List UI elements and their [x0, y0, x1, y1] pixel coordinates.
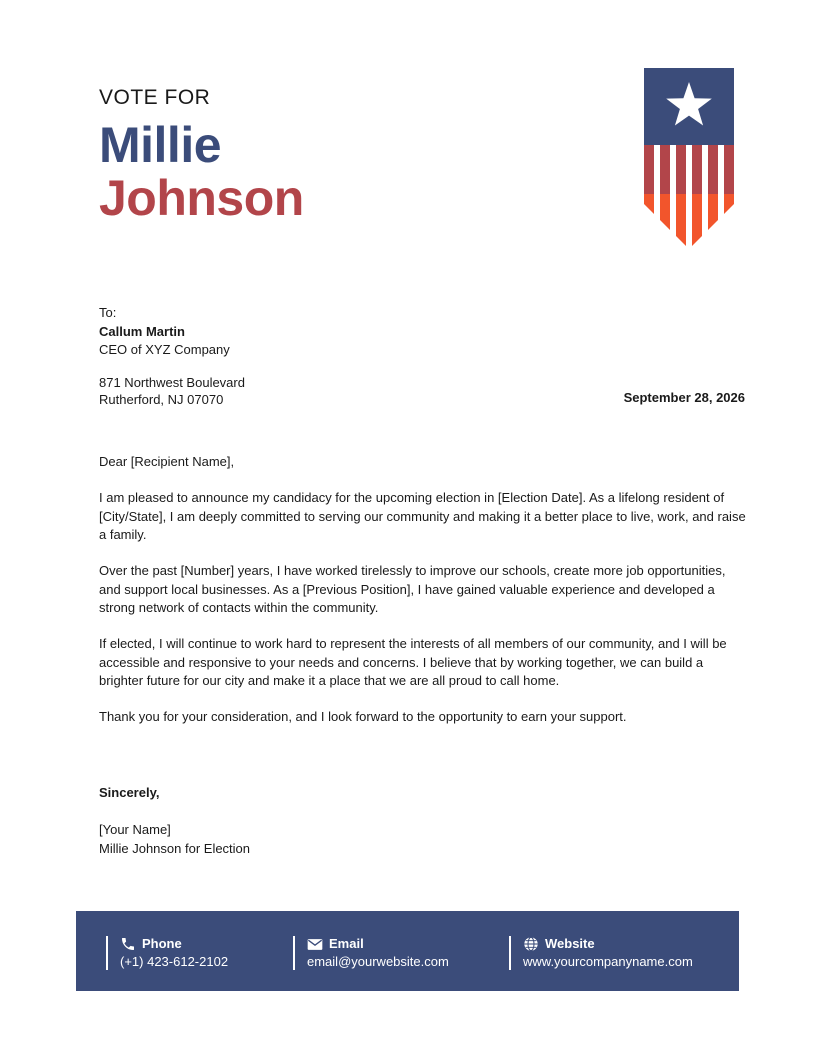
letter-body [99, 453, 749, 744]
phone-contact [106, 936, 228, 970]
website-value[interactable]: www.yourcompanyname.com [523, 954, 693, 969]
salutation: Dear [Recipient Name], [99, 454, 235, 469]
email-contact [293, 936, 449, 970]
signature-block [99, 821, 250, 858]
candidate-last-name: Johnson [99, 170, 304, 226]
signature-name: [Your Name] [99, 822, 171, 837]
candidate-first-name: Millie [99, 117, 222, 173]
email-label: Email [329, 936, 364, 951]
closing: Sincerely, [99, 785, 160, 800]
address-line-1: 871 Northwest Boulevard [99, 375, 245, 390]
vote-for-label: VOTE FOR [99, 86, 211, 109]
phone-icon [120, 936, 136, 952]
globe-icon [523, 936, 539, 952]
website-label: Website [545, 936, 595, 951]
address-line-2: Rutherford, NJ 07070 [99, 392, 224, 407]
recipient-title: CEO of XYZ Company [99, 342, 230, 357]
signature-title: Millie Johnson for Election [99, 840, 251, 856]
paragraph-3: If elected, I will continue to work hard to represent the interests of all members of our community, and I will be accessible and responsive to your needs and concerns. I believe that by working together, we can build a brighter future for our city and make it a place that we are all proud to call home. [99, 636, 727, 688]
letter-date: September 28, 2026 [623, 390, 745, 405]
contact-footer [76, 911, 739, 991]
paragraph-4: Thank you for your consideration, and I look forward to the opportunity to earn your support. [99, 709, 627, 724]
website-contact [509, 936, 693, 970]
recipient-name: Callum Martin [99, 323, 185, 339]
phone-value[interactable]: (+1) 423-612-2102 [120, 954, 229, 969]
recipient-block [99, 304, 230, 360]
to-label: To: [99, 305, 117, 320]
phone-label: Phone [142, 936, 182, 951]
star-banner-icon [644, 68, 734, 250]
envelope-icon [307, 938, 323, 951]
email-value[interactable]: email@yourwebsite.com [307, 954, 449, 969]
paragraph-1: I am pleased to announce my candidacy for the upcoming election in [Election Date]. As a lifelong resident of [City/State], I am deeply committed to serving our community and making it a better place to live, work, and raise a family. [99, 490, 746, 542]
recipient-address [99, 374, 245, 408]
paragraph-2: Over the past [Number] years, I have worked tirelessly to improve our schools, create more job opportunities, and support local businesses. As a [Previous Position], I have gained valuable experience and developed a strong network of contacts within the community. [99, 563, 726, 615]
